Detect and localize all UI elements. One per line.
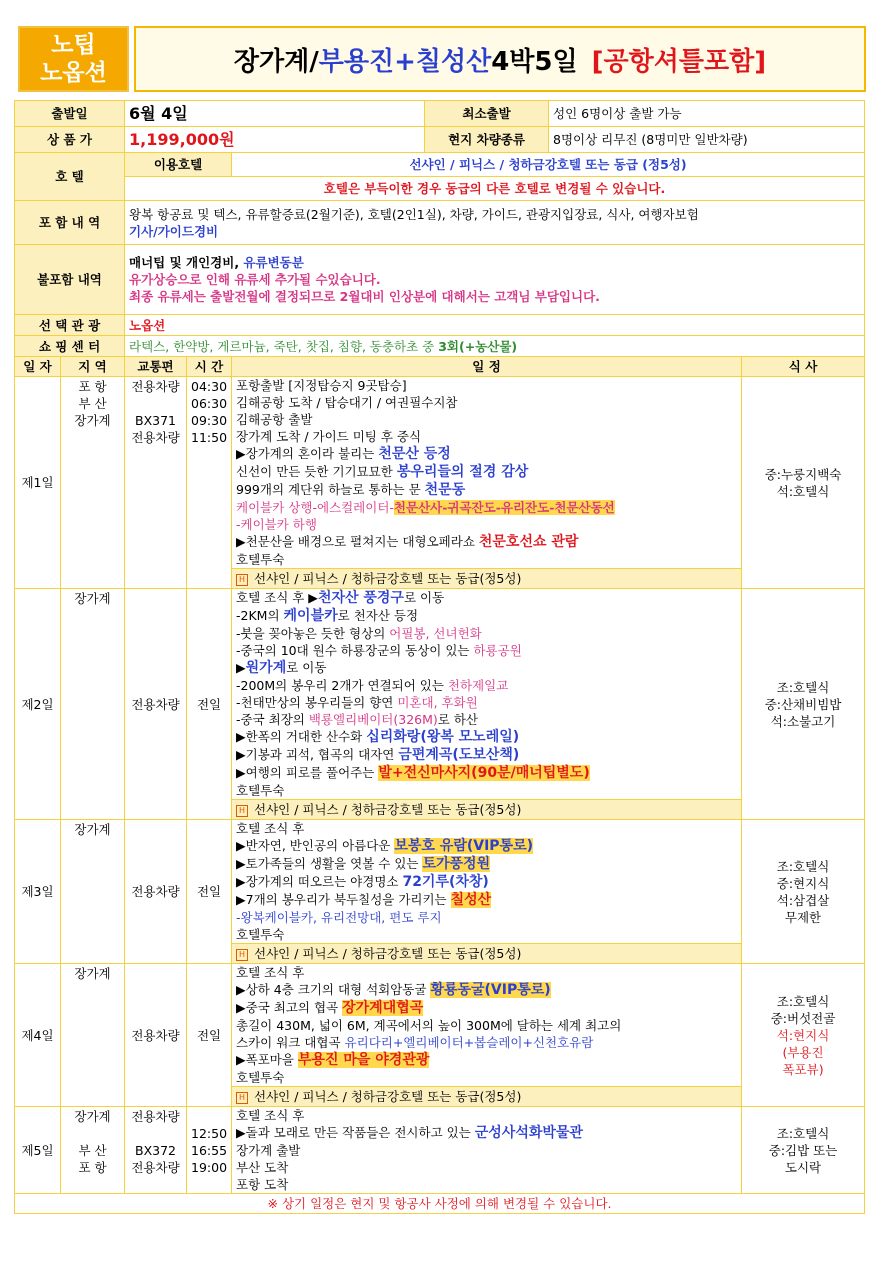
incl-line1: 왕복 항공료 및 텍스, 유류할증료(2월기준), 호텔(2인1실), 차량, 가이드, 관광지입장료, 식사, 여행자보험 <box>129 206 699 222</box>
day1-line-1: 포항출발 [지정탑승지 9곳탑승] <box>236 378 407 393</box>
day1-area <box>61 377 125 589</box>
day5-line-5: 포항 도착 <box>236 1177 289 1192</box>
day5-line-2a: ▶돌과 모래로 만든 작품들은 전시하고 있는 <box>236 1125 475 1140</box>
hotel-sub-label: 이용호텔 <box>125 153 232 177</box>
day2-line-11a: ▶여행의 피로를 풀어주는 <box>236 765 379 780</box>
title-red: [공항셔틀포함] <box>591 46 767 77</box>
day1-trans-1: 전용차량 <box>131 379 180 394</box>
day1-row <box>15 377 865 569</box>
day2-line-3a: -붓을 꽂아놓은 듯한 형상의 <box>236 626 390 641</box>
day2-line-1b: 천자산 풍경구 <box>317 590 404 606</box>
day5-line-1: 호텔 조식 후 <box>236 1108 305 1123</box>
day2-line-5c: 로 이동 <box>286 660 327 675</box>
vehicle-value: 8명이상 리무진 (8명미만 일반차량) <box>549 127 865 153</box>
excl-label: 불포함 내역 <box>15 245 125 315</box>
day1-area-1: 포 항 <box>78 379 107 394</box>
day4-meal-4: (부용진 <box>782 1044 824 1060</box>
day4-meal-2: 중:버섯전골 <box>770 1010 836 1026</box>
day2-line-6b: 천하제일교 <box>447 678 509 693</box>
day1-area-4: 장가계 <box>74 413 111 428</box>
hotel-icon: H <box>236 574 248 586</box>
badge-line2: 노옵션 <box>40 60 107 86</box>
day1-line-3: 김해공항 출발 <box>236 412 313 427</box>
day4-meal-5: 폭포뷰) <box>782 1061 824 1077</box>
day1-times <box>187 377 232 589</box>
excl-line1a: 매너팁 및 개인경비, <box>129 255 244 270</box>
day3-time: 전일 <box>187 820 232 964</box>
day4-line-2a: ▶상하 4층 크기의 대형 석회암동굴 <box>236 982 431 997</box>
day1-label: 제1일 <box>15 377 61 589</box>
day5-meal-2: 중:김밥 또는 <box>768 1142 838 1158</box>
title-blue: 부용진+칠성산 <box>318 46 492 77</box>
day1-line-5a: ▶장가계의 혼이라 불리는 <box>236 446 379 461</box>
col-day: 일 자 <box>15 357 61 377</box>
day2-area: 장가계 <box>61 589 125 820</box>
day3-line-2b: 보봉호 유람(VIP통로) <box>394 838 534 854</box>
badge-line1: 노팁 <box>51 32 96 58</box>
day4-area: 장가계 <box>61 964 125 1107</box>
option-label: 선 택 관 광 <box>15 315 125 336</box>
day3-line-5a: ▶7개의 봉우리가 북두칠성을 가리키는 <box>236 892 451 907</box>
day3-line-7: 호텔투숙 <box>236 927 285 942</box>
day2-trans: 전용차량 <box>125 589 187 820</box>
day2-line-2b: 케이블카 <box>283 608 338 624</box>
day4-line-5a: 스카이 워크 대협곡 <box>236 1035 345 1050</box>
day5-line-4: 부산 도착 <box>236 1160 289 1175</box>
depart-label: 출발일 <box>15 101 125 127</box>
day3-hotel <box>232 944 742 964</box>
day2-time: 전일 <box>187 589 232 820</box>
day4-schedule <box>232 964 742 1087</box>
hotel-icon: H <box>236 949 248 961</box>
day3-line-3a: ▶토가족들의 생활을 엿볼 수 있는 <box>236 856 423 871</box>
day2-label: 제2일 <box>15 589 61 820</box>
incl-label: 포 함 내 역 <box>15 201 125 245</box>
day5-trans-3: BX372 <box>135 1143 177 1158</box>
incl-line2: 기사/가이드경비 <box>129 223 219 239</box>
day5-area-2 <box>65 1125 120 1142</box>
day1-hotel <box>232 569 742 589</box>
day1-line-8a: 케이블카 상행-에스컬레이터- <box>236 500 394 515</box>
incl-value <box>125 201 865 245</box>
day5-trans <box>125 1107 187 1194</box>
day3-meal-1: 조:호텔식 <box>776 858 830 874</box>
day3-meal-2: 중:현지식 <box>776 875 830 891</box>
day3-row <box>15 820 865 944</box>
day1-trans-2 <box>129 395 182 412</box>
excl-line1b: 유류변동분 <box>243 255 304 270</box>
day5-area-1: 장가계 <box>74 1109 111 1124</box>
day1-time-1: 04:30 <box>191 379 228 394</box>
day1-line-10a: ▶천문산을 배경으로 펼쳐지는 대형오페라쇼 <box>236 534 479 549</box>
day5-trans-4: 전용차량 <box>131 1160 180 1175</box>
day2-line-9a: ▶한폭의 거대한 산수화 <box>236 729 367 744</box>
day4-meal-3: 석:현지식 <box>776 1027 830 1043</box>
itinerary-table <box>14 100 865 1214</box>
day2-line-7b: 미혼대, 후화원 <box>397 695 478 710</box>
day2-line-10b: 금편계곡(도보산책) <box>398 747 520 763</box>
day2-hotel-text: 선샤인 / 피닉스 / 청하금강호텔 또는 동급(정5성) <box>254 802 522 817</box>
price-label: 상 품 가 <box>15 127 125 153</box>
day4-trans: 전용차량 <box>125 964 187 1107</box>
day1-hotel-text: 선샤인 / 피닉스 / 청하금강호텔 또는 동급(정5성) <box>254 571 522 586</box>
day3-meals <box>742 820 865 964</box>
day1-line-9: -케이블카 하행 <box>236 517 317 532</box>
day4-line-4: 총길이 430M, 넓이 6M, 계곡에서의 높이 300M에 달하는 세계 최고의 <box>236 1018 622 1033</box>
day3-line-4a: ▶장가계의 떠오르는 야경명소 <box>236 874 403 889</box>
day4-meals <box>742 964 865 1107</box>
day1-schedule <box>232 377 742 569</box>
day4-line-6b: 부용진 마을 야경관광 <box>297 1052 430 1068</box>
day4-label: 제4일 <box>15 964 61 1107</box>
page-title <box>134 26 866 92</box>
day5-line-3: 장가계 출발 <box>236 1143 301 1158</box>
day2-line-8c: 로 하산 <box>437 712 478 727</box>
day3-line-5b: 칠성산 <box>450 892 492 908</box>
day5-line-2b: 군성사석화박물관 <box>474 1125 583 1141</box>
day5-trans-1: 전용차량 <box>131 1109 180 1124</box>
day1-line-2: 김해공항 도착 / 탑승대기 / 여권필수지참 <box>236 395 458 410</box>
vehicle-label: 현지 차량종류 <box>425 127 549 153</box>
day2-line-4b: 하룡공원 <box>473 643 522 658</box>
day2-line-4a: -중국의 10대 원수 하룡장군의 동상이 있는 <box>236 643 474 658</box>
day1-line-8b: 천문산사-귀곡잔도-유리잔도-천문산동선 <box>393 500 615 515</box>
day2-schedule <box>232 589 742 800</box>
day1-trans-4: 전용차량 <box>131 430 180 445</box>
day4-line-3a: ▶중국 최고의 협곡 <box>236 1000 343 1015</box>
day1-time-2: 06:30 <box>191 396 228 411</box>
excl-line2: 유가상승으로 인해 유류세 추가될 수있습니다. <box>129 272 381 287</box>
excl-line3: 최종 유류세는 출발전월에 결정되므로 2월대비 인상분에 대해서는 고객님 부담입니다. <box>129 289 600 304</box>
hotel-icon: H <box>236 805 248 817</box>
day2-meal-3: 석:소불고기 <box>770 713 836 729</box>
day3-meal-4: 무제한 <box>784 909 822 925</box>
col-meal: 식 사 <box>742 357 865 377</box>
day2-line-8b: 백룡엘리베이터(326M) <box>308 712 438 727</box>
day2-line-8a: -중국 최장의 <box>236 712 309 727</box>
day4-time: 전일 <box>187 964 232 1107</box>
day3-area: 장가계 <box>61 820 125 964</box>
day3-line-1: 호텔 조식 후 <box>236 821 305 836</box>
day1-time-4: 11:50 <box>191 430 228 445</box>
footer-note: ※ 상기 일정은 현지 및 항공사 사정에 의해 변경될 수 있습니다. <box>15 1194 865 1214</box>
shop-value <box>125 336 865 357</box>
day2-line-11b: 발+전신마사지(90분/매너팁별도) <box>378 765 590 781</box>
day5-area-3: 부 산 <box>78 1143 107 1158</box>
day2-meals <box>742 589 865 820</box>
option-value: 노옵션 <box>125 315 865 336</box>
day2-meal-1: 조:호텔식 <box>776 679 830 695</box>
day3-label: 제3일 <box>15 820 61 964</box>
day2-meal-2: 중:산채비빔밥 <box>764 696 842 712</box>
shop-count: 3회(+농산물) <box>438 338 518 354</box>
col-time: 시 간 <box>187 357 232 377</box>
shop-label: 쇼 핑 센 터 <box>15 336 125 357</box>
day1-line-6b: 봉우리들의 절경 감상 <box>396 464 529 480</box>
title-days: 4박5일 <box>491 46 578 77</box>
col-trans: 교통편 <box>125 357 187 377</box>
day2-line-10a: ▶기봉과 괴석, 협곡의 대자연 <box>236 747 399 762</box>
day4-line-1: 호텔 조식 후 <box>236 965 305 980</box>
day1-line-7a: 999개의 계단위 하늘로 통하는 문 <box>236 482 425 497</box>
hotel-icon: H <box>236 1092 248 1104</box>
day1-line-10b: 천문호선쇼 관람 <box>478 534 579 550</box>
day1-line-6a: 신선이 만든 듯한 기기묘묘한 <box>236 464 397 479</box>
day5-time-2: 12:50 <box>191 1126 228 1141</box>
day2-line-9b: 십리화랑(왕복 모노레일) <box>366 729 520 745</box>
day2-line-5a: ▶ <box>236 660 246 675</box>
day2-hotel <box>232 800 742 820</box>
day2-line-12: 호텔투숙 <box>236 783 285 798</box>
day1-line-7b: 천문동 <box>424 482 466 498</box>
day4-line-2b: 황룡동굴(VIP통로) <box>430 982 551 998</box>
day1-area-3: 부 산 <box>78 396 107 411</box>
header <box>14 22 864 92</box>
day5-time-3: 16:55 <box>191 1143 228 1158</box>
day1-line-4: 장가계 도착 / 가이드 미팅 후 중식 <box>236 429 422 444</box>
day5-schedule <box>232 1107 742 1194</box>
day5-area <box>61 1107 125 1194</box>
day4-row <box>15 964 865 1087</box>
day3-schedule <box>232 820 742 944</box>
day2-line-3b: 어필봉, 선녀헌화 <box>389 626 482 641</box>
hotel-note: 호텔은 부득이한 경우 동급의 다른 호텔로 변경될 수 있습니다. <box>125 177 865 201</box>
day1-meal-1: 중:누룽지백숙 <box>764 466 842 482</box>
day2-line-2a: -2KM의 <box>236 608 284 623</box>
day5-time-4: 19:00 <box>191 1160 228 1175</box>
day2-row <box>15 589 865 800</box>
excl-value <box>125 245 865 315</box>
depart-value: 6월 4일 <box>125 101 425 127</box>
day3-line-3b: 토가풍정원 <box>422 856 491 872</box>
day5-trans-2 <box>129 1125 182 1142</box>
day1-meals <box>742 377 865 589</box>
col-area: 지 역 <box>61 357 125 377</box>
day4-hotel-text: 선샤인 / 피닉스 / 청하금강호텔 또는 동급(정5성) <box>254 1089 522 1104</box>
day4-hotel <box>232 1087 742 1107</box>
day3-line-6: -왕복케이블카, 유리전망대, 편도 루지 <box>236 910 442 925</box>
day5-label: 제5일 <box>15 1107 61 1194</box>
day1-trans-3: BX371 <box>135 413 177 428</box>
day5-area-4: 포 항 <box>78 1160 107 1175</box>
day2-line-1a: 호텔 조식 후 ▶ <box>236 590 318 605</box>
day5-meals <box>742 1107 865 1194</box>
day4-line-7: 호텔투숙 <box>236 1070 285 1085</box>
day2-line-7a: -천태만상의 봉우리들의 향연 <box>236 695 398 710</box>
hotel-value: 선샤인 / 피닉스 / 청하금강호텔 또는 동급 (정5성) <box>232 153 865 177</box>
shop-list: 라텍스, 한약방, 게르마늄, 죽탄, 찻집, 침향, 동충하초 중 <box>129 338 439 354</box>
col-sched: 일 정 <box>232 357 742 377</box>
day5-meal-3: 도시락 <box>784 1159 822 1175</box>
day5-row <box>15 1107 865 1194</box>
day1-meal-2: 석:호텔식 <box>776 483 830 499</box>
day3-line-2a: ▶반자연, 반인공의 아름다운 <box>236 838 395 853</box>
day1-trans <box>125 377 187 589</box>
day5-meal-1: 조:호텔식 <box>776 1125 830 1141</box>
day3-line-4b: 72기루(차창) <box>402 874 489 890</box>
hotel-label: 호 텔 <box>15 153 125 201</box>
price-value: 1,199,000원 <box>125 127 425 153</box>
day5-times <box>187 1107 232 1194</box>
day4-meal-1: 조:호텔식 <box>776 993 830 1009</box>
title-main: 장가계/ <box>233 46 319 77</box>
day4-line-5b: 유리다리+엘리베이터+봅슬레이+신천호유람 <box>344 1035 594 1050</box>
day4-line-3b: 장가계대협곡 <box>342 1000 424 1016</box>
day2-line-5b: 원가계 <box>245 660 287 676</box>
day2-line-6a: -200M의 봉우리 2개가 연결되어 있는 <box>236 678 448 693</box>
no-tip-no-option-badge <box>18 26 129 92</box>
day5-time-1 <box>191 1108 227 1125</box>
day3-hotel-text: 선샤인 / 피닉스 / 청하금강호텔 또는 동급(정5성) <box>254 946 522 961</box>
day1-time-3: 09:30 <box>191 413 228 428</box>
day1-line-5b: 천문산 등정 <box>378 446 451 462</box>
day4-line-6a: ▶폭포마을 <box>236 1052 298 1067</box>
day3-meal-3: 석:삼겹살 <box>776 892 830 908</box>
day2-line-1c: 로 이동 <box>403 590 445 605</box>
day2-line-2c: 로 천자산 등정 <box>337 608 419 623</box>
min-value: 성인 6명이상 출발 가능 <box>549 101 865 127</box>
day3-trans: 전용차량 <box>125 820 187 964</box>
min-label: 최소출발 <box>425 101 549 127</box>
day1-line-11: 호텔투숙 <box>236 552 285 567</box>
